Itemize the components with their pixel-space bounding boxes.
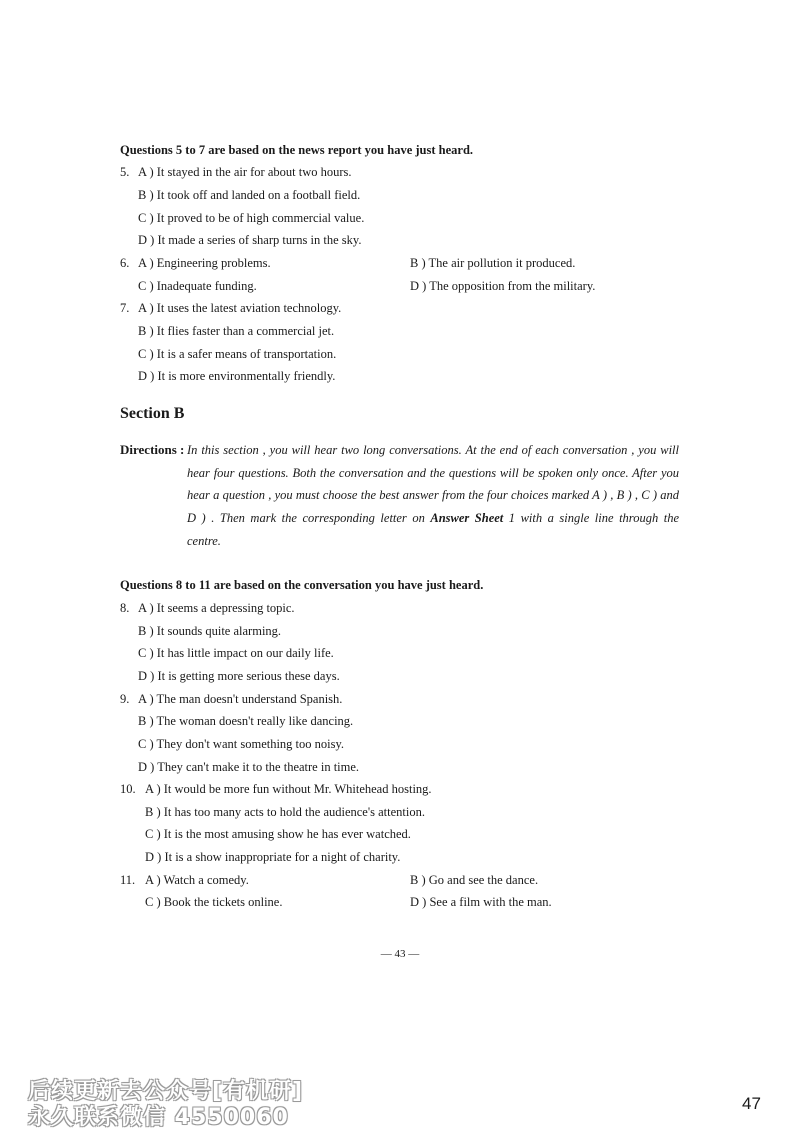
directions-line-2: hear four questions. Both the conversation and the questions will be spoken only once. After you — [187, 466, 679, 480]
question-11-option-b: B ) Go and see the dance. — [410, 873, 539, 887]
question-5-option-a: A ) It stayed in the air for about two hours. — [138, 165, 352, 179]
question-10-option-d: D ) It is a show inappropriate for a night of charity. — [145, 850, 401, 864]
question-7-option-b: B ) It flies faster than a commercial jet. — [138, 324, 335, 338]
question-11-option-c: C ) Book the tickets online. — [145, 895, 283, 909]
question-6-option-a: A ) Engineering problems. — [138, 256, 271, 270]
question-9-option-d: D ) They can't make it to the theatre in time. — [138, 760, 360, 774]
question-10-number: 10. — [120, 782, 136, 796]
question-8-option-d: D ) It is getting more serious these days. — [138, 669, 340, 683]
question-10-option-c: C ) It is the most amusing show he has ever watched. — [145, 827, 411, 841]
section-b-title: Section B — [120, 405, 185, 422]
question-8-option-b: B ) It sounds quite alarming. — [138, 624, 282, 638]
question-9-number: 9. — [120, 692, 130, 706]
question-7-number: 7. — [120, 301, 130, 315]
question-6-option-d: D ) The opposition from the military. — [410, 279, 596, 293]
watermark-line-1: 后续更新去公众号[有机研] — [28, 1079, 304, 1104]
question-5-option-c: C ) It proved to be of high commercial value. — [138, 211, 365, 225]
directions-line-4-head: D ) . Then mark the corresponding letter on — [187, 511, 425, 525]
question-11-option-d: D ) See a film with the man. — [410, 895, 552, 909]
questions-8-11-header: Questions 8 to 11 are based on the conversation you have just heard. — [120, 578, 484, 592]
question-11-option-a: A ) Watch a comedy. — [145, 873, 249, 887]
directions-label: Directions : — [120, 442, 185, 457]
directions-line-1: In this section , you will hear two long conversations. At the end of each conversation , you will — [187, 443, 679, 457]
page-number: 47 — [742, 1094, 761, 1113]
directions-line-4-tail: 1 with a single line through the — [503, 511, 679, 525]
question-8-option-c: C ) It has little impact on our daily life. — [138, 646, 334, 660]
question-7-option-d: D ) It is more environmentally friendly. — [138, 369, 336, 383]
questions-5-7-header: Questions 5 to 7 are based on the news report you have just heard. — [120, 143, 474, 157]
question-9-option-c: C ) They don't want something too noisy. — [138, 737, 345, 751]
question-5-option-b: B ) It took off and landed on a football field. — [138, 188, 361, 202]
question-6-option-c: C ) Inadequate funding. — [138, 279, 257, 293]
question-7-option-a: A ) It uses the latest aviation technology. — [138, 301, 342, 315]
answer-sheet-emphasis: Answer Sheet — [430, 511, 504, 525]
question-5-option-d: D ) It made a series of sharp turns in the sky. — [138, 233, 362, 247]
question-8-number: 8. — [120, 601, 130, 615]
page-footer-label: — 43 — — [380, 948, 420, 960]
question-8-option-a: A ) It seems a depressing topic. — [138, 601, 295, 615]
question-10-option-a: A ) It would be more fun without Mr. Whitehead hosting. — [145, 782, 432, 796]
directions-line-3: hear a question , you must choose the best answer from the four choices marked A ) , B ) , C ) and — [187, 488, 679, 502]
question-5-number: 5. — [120, 165, 130, 179]
question-6-number: 6. — [120, 256, 130, 270]
watermark-line-2: 永久联系微信 4550060 — [28, 1105, 289, 1130]
question-10-option-b: B ) It has too many acts to hold the audience's attention. — [145, 805, 425, 819]
directions-line-5: centre. — [187, 534, 221, 548]
question-7-option-c: C ) It is a safer means of transportation. — [138, 347, 337, 361]
question-11-number: 11. — [120, 873, 136, 887]
question-6-option-b: B ) The air pollution it produced. — [410, 256, 576, 270]
question-9-option-b: B ) The woman doesn't really like dancing. — [138, 714, 354, 728]
question-9-option-a: A ) The man doesn't understand Spanish. — [138, 692, 343, 706]
directions-line-4 — [187, 511, 679, 526]
